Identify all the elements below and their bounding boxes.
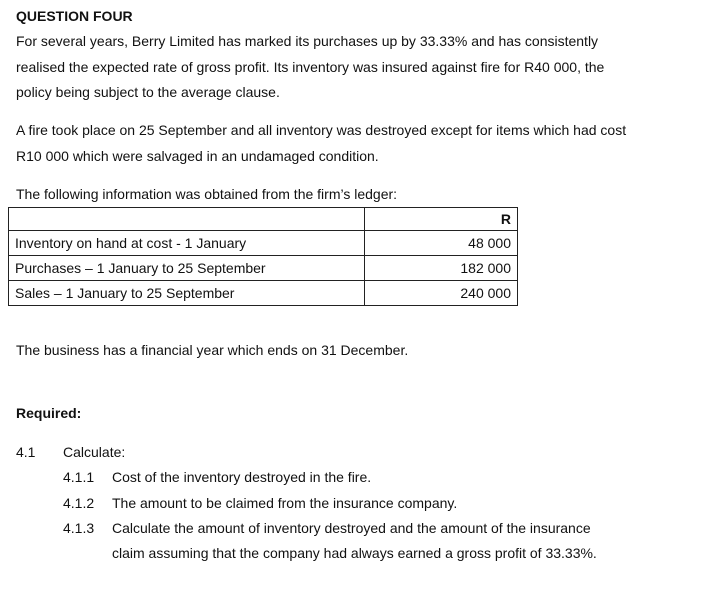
footer-note: The business has a financial year which ends on 31 December.: [16, 342, 409, 358]
row-label: Inventory on hand at cost - 1 January: [9, 231, 365, 256]
sub-item-text: The amount to be claimed from the insurance company.: [112, 495, 458, 511]
row-label: Purchases – 1 January to 25 September: [9, 256, 365, 281]
required-heading: Required:: [16, 405, 82, 421]
row-label: Sales – 1 January to 25 September: [9, 281, 365, 306]
table-row: [9, 256, 518, 281]
sub-item-text-continued: claim assuming that the company had always earned a gross profit of 33.33%.: [112, 545, 597, 561]
sub-item-text: Cost of the inventory destroyed in the fire.: [112, 469, 372, 485]
table-row: [9, 281, 518, 306]
paragraph-line: realised the expected rate of gross profit. Its inventory was insured against fire for R40 000, the: [16, 59, 605, 75]
sub-item-number: 4.1.3: [63, 520, 95, 536]
paragraph-line: For several years, Berry Limited has marked its purchases up by 33.33% and has consistently: [16, 33, 599, 49]
header-desc-cell: [9, 208, 365, 231]
table-row: [9, 231, 518, 256]
paragraph-line: policy being subject to the average clause.: [16, 84, 280, 100]
ledger-intro: The following information was obtained from the firm’s ledger:: [16, 186, 398, 202]
question-heading: QUESTION FOUR: [16, 8, 133, 24]
item-label: Calculate:: [63, 444, 126, 460]
paragraph-line: A fire took place on 25 September and all inventory was destroyed except for items which had cost: [16, 122, 627, 138]
row-amount: 48 000: [365, 231, 518, 256]
currency-header: R: [365, 208, 518, 231]
row-amount: 240 000: [365, 281, 518, 306]
row-amount: 182 000: [365, 256, 518, 281]
table-header-row: [9, 208, 518, 231]
sub-item-number: 4.1.1: [63, 469, 95, 485]
sub-item-text: Calculate the amount of inventory destroyed and the amount of the insurance: [112, 520, 591, 536]
sub-item-number: 4.1.2: [63, 495, 95, 511]
ledger-table: [8, 207, 518, 306]
item-number: 4.1: [16, 444, 36, 460]
paragraph-line: R10 000 which were salvaged in an undamaged condition.: [16, 148, 379, 164]
